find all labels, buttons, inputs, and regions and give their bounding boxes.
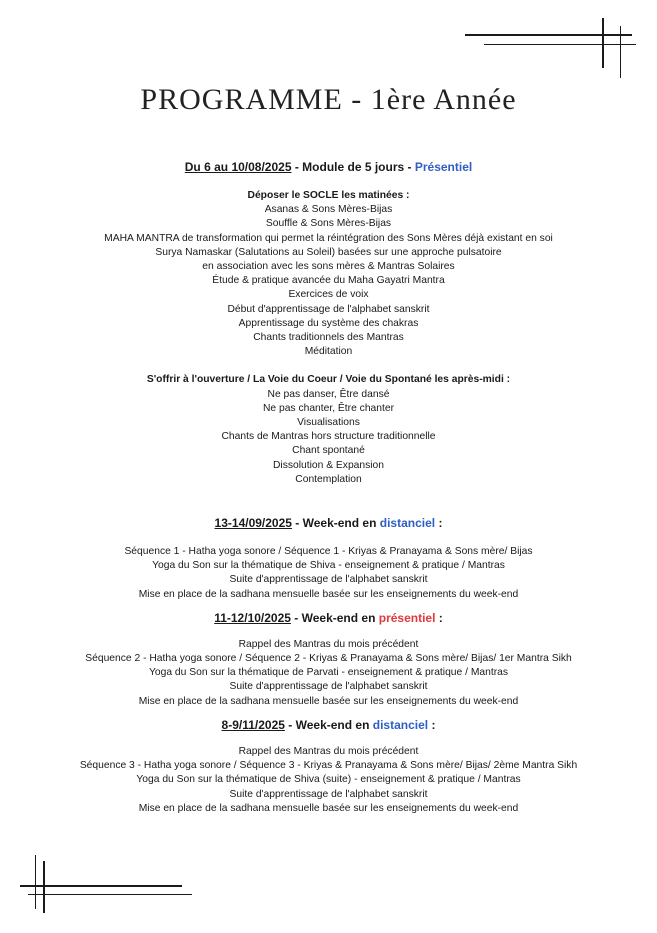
list-item: Surya Namaskar (Salutations au Soleil) basées sur une approche pulsatoire xyxy=(155,246,502,258)
list-item: Séquence 3 - Hatha yoga sonore / Séquence 3 - Kriyas & Pranayama & Sons mère/ Bijas/ 2ème Mantra Sikh xyxy=(79,760,578,772)
list-item: Suite d'apprentissage de l'alphabet sanskrit xyxy=(229,681,428,693)
list-item: Chants traditionnels des Mantras xyxy=(253,332,404,344)
ornament-line xyxy=(465,34,632,36)
list-item: en association avec les sons mères & Mantras Solaires xyxy=(202,261,455,273)
weekend3-date: 8-9/11/2025 xyxy=(221,717,285,732)
afternoon-section-title: S'offrir à l'ouverture / La Voie du Coeur / Voie du Spontané les après-midi : xyxy=(146,374,511,386)
list-item: Ne pas danser, Être dansé xyxy=(267,388,390,400)
weekend3-mode: distanciel xyxy=(372,717,429,732)
ornament-line xyxy=(602,18,604,68)
list-item: Chant spontané xyxy=(292,445,365,457)
module1-header xyxy=(0,159,657,175)
list-item: Contemplation xyxy=(295,473,362,485)
weekend3-header-end: : xyxy=(428,717,436,732)
weekend3-header xyxy=(0,717,657,733)
top-right-ornament xyxy=(460,18,640,80)
list-item: Apprentissage du système des chakras xyxy=(238,317,419,329)
list-item: Visualisations xyxy=(297,417,360,429)
morning-section-title: Déposer le SOCLE les matinées : xyxy=(247,190,410,201)
weekend1-header xyxy=(0,515,657,531)
list-item: Séquence 1 - Hatha yoga sonore / Séquence 1 - Kriyas & Pranayama & Sons mère/ Bijas xyxy=(124,546,533,558)
list-item: Séquence 2 - Hatha yoga sonore / Séquence 2 - Kriyas & Pranayama & Sons mère/ Bijas/ 1er Mantra Sikh xyxy=(85,653,572,665)
ornament-line xyxy=(35,855,36,909)
ornament-line xyxy=(28,894,192,895)
module1-header-text: - Module de 5 jours - xyxy=(291,160,415,174)
module1-date: Du 6 au 10/08/2025 xyxy=(184,160,292,174)
list-item: Mise en place de la sadhana mensuelle basée sur les enseignements du week-end xyxy=(138,695,519,707)
list-item: Suite d'apprentissage de l'alphabet sanskrit xyxy=(229,574,428,586)
ornament-line xyxy=(484,44,636,45)
bottom-left-ornament xyxy=(18,853,198,915)
list-item: Rappel des Mantras du mois précédent xyxy=(238,638,419,650)
list-item: Ne pas chanter, Être chanter xyxy=(262,402,395,414)
weekend2-header-text: - Week-end en xyxy=(290,610,379,625)
list-item: Méditation xyxy=(304,346,353,358)
page-title: PROGRAMME - 1ère Année xyxy=(140,83,517,116)
weekend1-header-end: : xyxy=(435,516,443,531)
list-item: Souffle & Sons Mères-Bijas xyxy=(265,218,392,230)
list-item: Rappel des Mantras du mois précédent xyxy=(238,745,419,757)
list-item: Asanas & Sons Mères-Bijas xyxy=(264,204,393,216)
list-item: Début d'apprentissage de l'alphabet sanskrit xyxy=(227,303,430,315)
weekend2-header xyxy=(0,610,657,626)
list-item: Dissolution & Expansion xyxy=(272,459,385,471)
list-item: Mise en place de la sadhana mensuelle basée sur les enseignements du week-end xyxy=(138,802,519,814)
weekend2-date: 11-12/10/2025 xyxy=(214,610,291,625)
list-item: Yoga du Son sur la thématique de Shiva - enseignement & pratique / Mantras xyxy=(152,560,505,572)
weekend1-date: 13-14/09/2025 xyxy=(214,516,292,531)
list-item: Yoga du Son sur la thématique de Parvati - enseignement & pratique / Mantras xyxy=(148,667,509,679)
module1-mode: Présentiel xyxy=(414,160,473,174)
ornament-line xyxy=(43,861,45,913)
ornament-line xyxy=(620,26,621,78)
list-item: Étude & pratique avancée du Maha Gayatri Mantra xyxy=(212,275,445,287)
weekend2-header-end: : xyxy=(435,610,443,625)
list-item: Exercices de voix xyxy=(288,289,369,301)
list-item: Suite d'apprentissage de l'alphabet sanskrit xyxy=(229,788,428,800)
list-item: Chants de Mantras hors structure traditionnelle xyxy=(221,431,436,443)
weekend1-mode: distanciel xyxy=(379,516,436,531)
weekend2-mode: présentiel xyxy=(378,610,436,625)
list-item: Mise en place de la sadhana mensuelle basée sur les enseignements du week-end xyxy=(138,588,519,600)
list-item: Yoga du Son sur la thématique de Shiva (suite) - enseignement & pratique / Mantras xyxy=(136,774,521,786)
weekend1-header-text: - Week-end en xyxy=(291,516,380,531)
list-item: MAHA MANTRA de transformation qui permet la réintégration des Sons Mères déjà existant en soi xyxy=(104,232,553,244)
weekend3-header-text: - Week-end en xyxy=(284,717,373,732)
program-content xyxy=(0,159,657,816)
